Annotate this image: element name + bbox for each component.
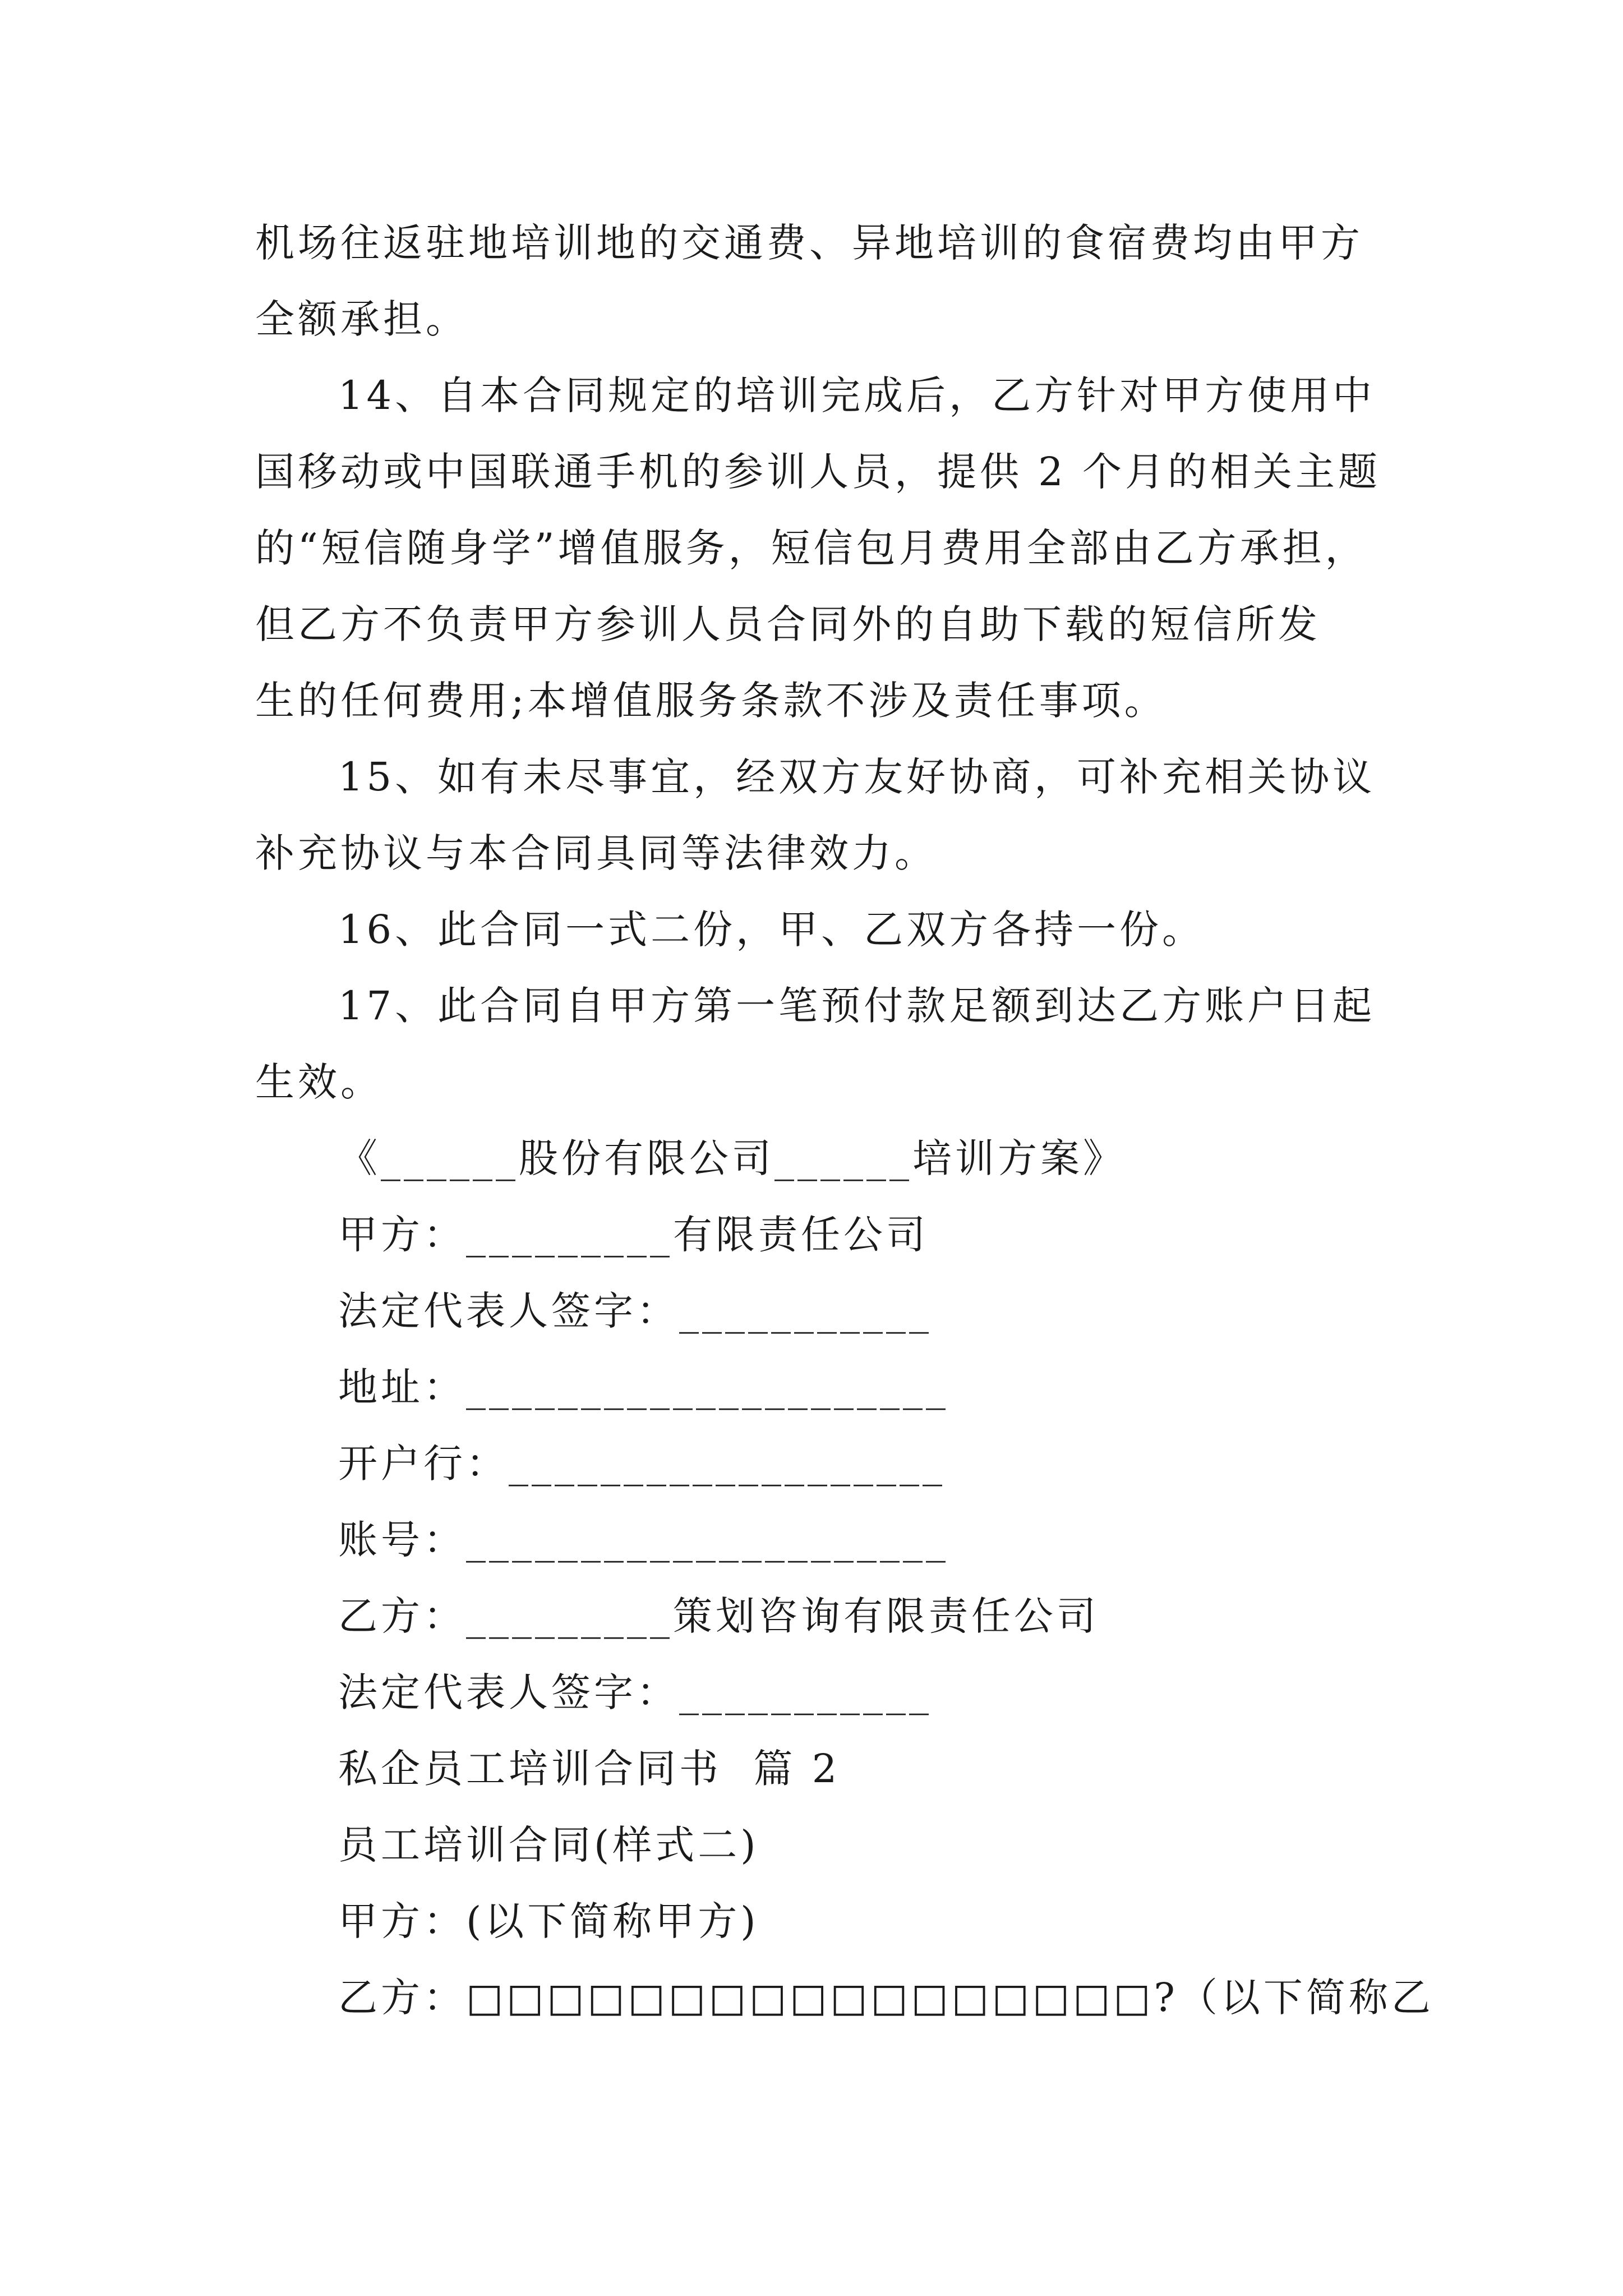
- signature-line: 法定代表人签字：___________: [338, 1288, 932, 1334]
- paragraph-line: 的“短信随身学”增值服务，短信包月费用全部由乙方承担，: [255, 525, 1368, 571]
- paragraph-line: 全额承担。: [255, 296, 468, 342]
- bank-line: 开户行：___________________: [338, 1441, 946, 1487]
- signature-line: 法定代表人签字：___________: [338, 1669, 932, 1715]
- address-line: 地址：_____________________: [338, 1364, 949, 1410]
- paragraph-line: 补充协议与本合同具同等法律效力。: [255, 830, 937, 876]
- paragraph-line: 生的任何费用;本增值服务条款不涉及责任事项。: [255, 678, 1167, 724]
- contract-title: 员工培训合同(样式二): [338, 1822, 759, 1868]
- party-a-line: 甲方：(以下简称甲方): [338, 1898, 759, 1944]
- paragraph-line: 国移动或中国联通手机的参训人员，提供 2 个月的相关主题: [255, 449, 1381, 495]
- paragraph-line: 但乙方不负责甲方参训人员合同外的自助下载的短信所发: [255, 601, 1321, 647]
- clause-15-line: 15、如有未尽事宜，经双方友好协商，可补充相关协议: [338, 754, 1376, 800]
- paragraph-line: 机场往返驻地培训地的交通费、异地培训的食宿费均由甲方: [255, 220, 1363, 266]
- party-a-line: 甲方：_________有限责任公司: [338, 1212, 929, 1258]
- party-b-line: 乙方：_________策划咨询有限责任公司: [338, 1593, 1099, 1639]
- clause-14-line: 14、自本合同规定的培训完成后，乙方针对甲方使用中: [338, 372, 1376, 418]
- clause-16-line: 16、此合同一式二份，甲、乙双方各持一份。: [338, 907, 1205, 953]
- account-line: 账号：_____________________: [338, 1517, 949, 1563]
- party-b-line: 乙方：□□□□□□□□□□□□□□□□□?（以下简称乙: [338, 1975, 1434, 2021]
- plan-title: 《______股份有限公司______培训方案》: [338, 1135, 1126, 1181]
- clause-17-line: 17、此合同自甲方第一笔预付款足额到达乙方账户日起: [338, 983, 1376, 1029]
- section-title: 私企员工培训合同书 篇 2: [338, 1746, 841, 1792]
- paragraph-line: 生效。: [255, 1059, 383, 1105]
